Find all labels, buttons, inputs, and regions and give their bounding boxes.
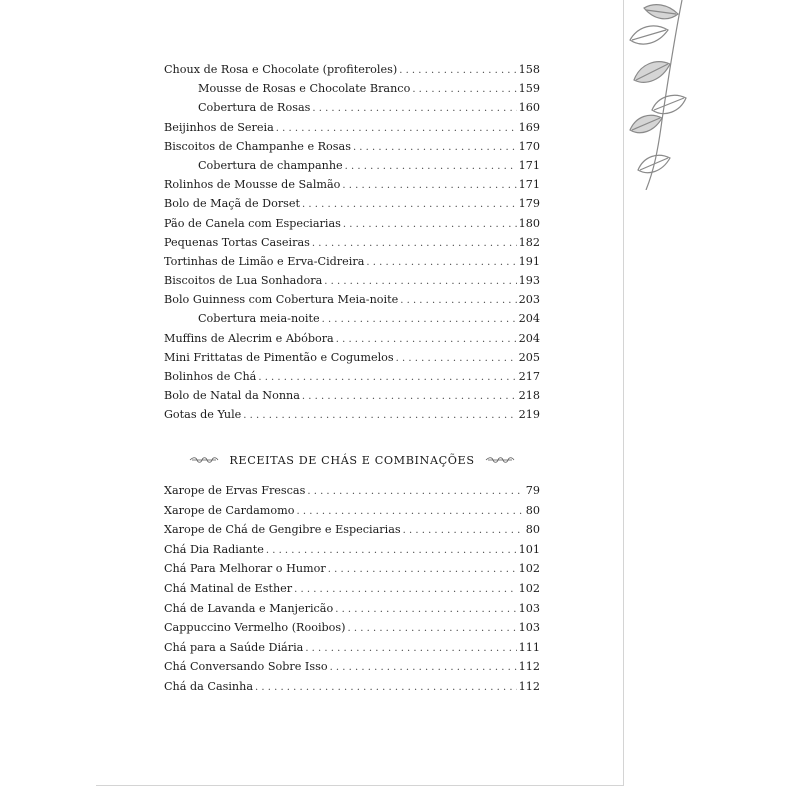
section-heading-text: RECEITAS DE CHÁS E COMBINAÇÕES — [229, 453, 475, 467]
toc-entry — [164, 618, 540, 638]
toc-list-section-one — [164, 60, 540, 425]
entry-page-number: 112 — [518, 660, 540, 674]
entry-title: Biscoitos de Champanhe e Rosas — [164, 139, 351, 153]
dot-leader — [366, 253, 516, 272]
dot-leader — [297, 502, 524, 522]
dot-leader — [307, 482, 523, 502]
entry-page-number: 171 — [518, 178, 540, 192]
toc-entry — [164, 329, 540, 348]
entry-page-number: 101 — [518, 542, 540, 556]
toc-subentry — [164, 98, 540, 117]
dot-leader — [336, 330, 517, 349]
toc-entry — [164, 657, 540, 677]
entry-title: Mousse de Rosas e Chocolate Branco — [198, 82, 411, 96]
dot-leader — [345, 157, 517, 176]
entry-title: Xarope de Ervas Frescas — [164, 484, 306, 497]
toc-entry — [164, 540, 540, 560]
toc-entry — [164, 520, 540, 540]
dot-leader — [335, 600, 516, 620]
dot-leader — [312, 99, 516, 118]
entry-title: Chá da Casinha — [164, 679, 254, 693]
entry-page-number: 102 — [518, 581, 540, 595]
entry-page-number: 182 — [518, 235, 540, 249]
entry-title: Bolo de Maçã de Dorset — [164, 197, 301, 211]
entry-title: Biscoitos de Lua Sonhadora — [164, 274, 323, 288]
toc-entry — [164, 638, 540, 658]
entry-title: Cobertura de champanhe — [198, 158, 343, 172]
toc-entry — [164, 386, 540, 405]
entry-title: Cobertura de Rosas — [198, 101, 311, 115]
dot-leader — [403, 521, 524, 541]
entry-page-number: 169 — [518, 120, 540, 134]
ornament-right-icon — [485, 456, 515, 464]
dot-leader — [276, 119, 517, 138]
toc-subentry — [164, 79, 540, 98]
entry-title: Bolo Guinness com Cobertura Meia-noite — [164, 293, 399, 307]
dot-leader — [305, 639, 516, 659]
dot-leader — [255, 678, 517, 698]
entry-page-number: 180 — [518, 216, 540, 230]
entry-title: Bolo de Natal da Nonna — [164, 389, 300, 403]
toc-entry — [164, 290, 540, 309]
entry-page-number: 218 — [518, 389, 540, 403]
toc-entry — [164, 60, 540, 79]
dot-leader — [412, 80, 516, 99]
entry-title: Chá para a Saúde Diária — [164, 640, 304, 654]
entry-page-number: 171 — [518, 158, 540, 172]
toc-subentry — [164, 309, 540, 328]
entry-page-number: 158 — [518, 63, 540, 76]
entry-title: Pão de Canela com Especiarias — [164, 216, 341, 230]
leaf-branch-icon — [624, 0, 688, 190]
entry-title: Gotas de Yule — [164, 408, 242, 422]
entry-page-number: 205 — [518, 350, 540, 364]
dot-leader — [324, 272, 516, 291]
toc-entry — [164, 599, 540, 619]
entry-page-number: 80 — [525, 503, 540, 517]
entry-title: Xarope de Cardamomo — [164, 503, 295, 517]
entry-title: Chá Dia Radiante — [164, 542, 264, 556]
entry-page-number: 80 — [525, 523, 540, 537]
toc-entry — [164, 271, 540, 290]
section-heading — [164, 450, 540, 470]
toc-entry — [164, 252, 540, 271]
entry-title: Chá Para Melhorar o Humor — [164, 562, 326, 576]
ornament-left-icon — [189, 456, 219, 464]
toc-entry — [164, 579, 540, 599]
entry-page-number: 204 — [518, 331, 540, 345]
dot-leader — [294, 580, 517, 600]
entry-page-number: 204 — [518, 312, 540, 326]
dot-leader — [343, 215, 517, 234]
entry-page-number: 103 — [518, 601, 540, 615]
toc-entry — [164, 481, 540, 501]
dot-leader — [322, 310, 517, 329]
dot-leader — [266, 541, 517, 561]
entry-title: Bolinhos de Chá — [164, 370, 257, 383]
entry-page-number: 112 — [518, 679, 540, 693]
dot-leader — [353, 138, 517, 157]
toc-entry — [164, 559, 540, 579]
entry-page-number: 217 — [518, 370, 540, 383]
dot-leader — [400, 291, 516, 310]
entry-page-number: 102 — [518, 562, 540, 576]
entry-title: Beijinhos de Sereia — [164, 120, 274, 134]
entry-title: Mini Frittatas de Pimentão e Cogumelos — [164, 350, 394, 364]
toc-entry — [164, 137, 540, 156]
toc-entry — [164, 405, 540, 424]
entry-title: Rolinhos de Mousse de Salmão — [164, 178, 341, 192]
entry-title: Muffins de Alecrim e Abóbora — [164, 331, 334, 345]
toc-entry — [164, 233, 540, 252]
entry-page-number: 160 — [518, 101, 540, 115]
entry-page-number: 111 — [518, 640, 540, 654]
entry-page-number: 103 — [518, 621, 540, 635]
toc-entry — [164, 348, 540, 367]
dot-leader — [243, 406, 516, 425]
toc-entry — [164, 677, 540, 697]
entry-title: Chá de Lavanda e Manjericão — [164, 601, 334, 615]
dot-leader — [302, 195, 517, 214]
entry-title: Xarope de Chá de Gengibre e Especiarias — [164, 523, 401, 537]
entry-page-number: 170 — [518, 139, 540, 153]
entry-title: Pequenas Tortas Caseiras — [164, 235, 310, 249]
entry-page-number: 193 — [518, 274, 540, 288]
entry-page-number: 191 — [518, 254, 540, 268]
toc-entry — [164, 175, 540, 194]
dot-leader — [348, 619, 517, 639]
toc-entry — [164, 194, 540, 213]
entry-title: Chá Matinal de Esther — [164, 581, 293, 595]
dot-leader — [396, 349, 517, 368]
entry-title: Tortinhas de Limão e Erva-Cidreira — [164, 254, 365, 268]
entry-title: Cappuccino Vermelho (Rooibos) — [164, 621, 346, 635]
dot-leader — [342, 176, 516, 195]
entry-title: Cobertura meia-noite — [198, 312, 320, 326]
entry-page-number: 179 — [518, 197, 540, 211]
toc-list-section-two — [164, 481, 540, 697]
toc-entry — [164, 367, 540, 386]
dot-leader — [302, 387, 517, 406]
dot-leader — [258, 368, 516, 387]
entry-title: Chá Conversando Sobre Isso — [164, 660, 328, 674]
dot-leader — [328, 560, 517, 580]
entry-page-number: 79 — [525, 484, 540, 497]
entry-page-number: 203 — [518, 293, 540, 307]
entry-page-number: 159 — [518, 82, 540, 96]
toc-entry — [164, 501, 540, 521]
toc-entry — [164, 118, 540, 137]
toc-entry — [164, 214, 540, 233]
dot-leader — [330, 658, 517, 678]
dot-leader — [312, 234, 517, 253]
entry-title: Choux de Rosa e Chocolate (profiteroles) — [164, 63, 398, 76]
toc-subentry — [164, 156, 540, 175]
dot-leader — [399, 61, 516, 80]
entry-page-number: 219 — [518, 408, 540, 422]
